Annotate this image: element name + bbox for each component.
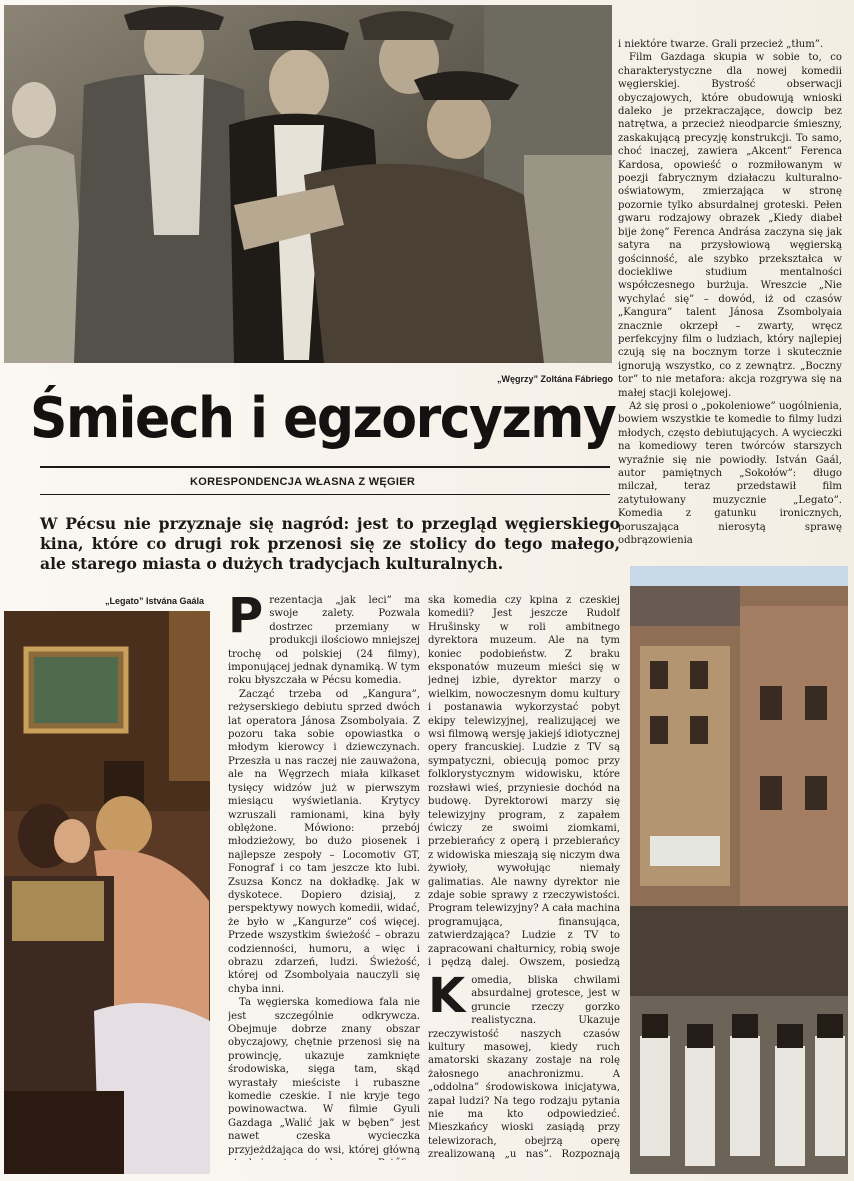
headline: Śmiech i egzorcyzmy [30,386,616,451]
dropcap-k: K [428,974,466,1024]
paragraph: i niektóre twarze. Grali przecież „tłum”. [618,39,824,50]
photo-legato [4,611,210,1174]
paragraph [428,974,620,1160]
rule-top [40,466,610,468]
paragraph [228,594,420,688]
caption-left-photo: „Legato” Istvána Gaála [105,596,205,606]
paragraph-text: omedia, bliska chwilami absurdalnej grotesce, jest w gruncie rzeczy gorzko realistyczna. Ukazuje rzeczywistość naszych czasów kultury masowej, kiedy ruch amatorski skazany zostaje na rolę żałosnego anachronizmu. A „oddolna” środowiskowa inicjatywa, zapał ludzi? Na tego rodzaju pytania nie ma kto odpowiedzieć. Mieszkańcy wioski zasiądą przy telewizorach, obejrzą operę zrealizowaną „u nas”. Rozpoznają [428,975,620,1160]
kicker: KORESPONDENCJA WŁASNA Z WĘGIER [190,476,416,488]
rule-bottom [40,494,610,495]
paragraph: Zacząć trzeba od „Kangura”, reżyserskiego debiutu sprzed dwóch lat operatora Jánosa Zsombolyaia. Z pozoru taka sobie opowiastka o młodym kierowcy i dziewczynach. Przeszła u nas raczej nie zauważona, ale na Węgrzech miała kilkaset tysięcy widzów już w pierwszym miesiącu wyświetlania. Krytycy wzruszali ramionami, kina były oblężone. Mówiono: przebój młodzieżowy, bo dużo piosenek i najlepsze zespoły – Locomotiv GT, Fonograf i co tam jeszcze kto lubi. Zsuzsa Koncz na dokładkę. Jak w dyskotece. Dopiero dzisiaj, z perspektywy nowych komedii, widać, że było w „Kangurze” coś więcej. Przede wszystkim świeżość – obrazu codzienności, humoru, a więc i obrazu zdarzeń, ludzi. Świeżość, której od Zsombolyaia nauczyli się chyba inni. [228,688,420,995]
caption-top-photo: „Węgrzy” Zoltána Fábriego [497,374,614,384]
lead-paragraph: W Pécsu nie przyznaje się nagród: jest to przegląd węgierskiego kina, które co drugi rok przenosi się ze stolicy do tego małego, ale starego miasta o dużych tradycjach kulturalnych. [40,514,620,573]
paragraph: Film Gazdaga skupia w sobie to, co charakterystyczne dla nowej komedii węgierskiej. Bystrość obserwacji obyczajowych, które obudowują wnioski daleko je przekraczające, dowcip bez natrętwa, a przecież nieodparcie śmieszny, zaskakującą precyzję konstrukcji. To samo, choć inaczej, zawiera „Akcent” Ferenca Kardosa, opowieść o rozmiłowanym w poezji fabrycznym działaczu kulturalno-oświatowym, zmierzająca w stronę pozornie tylko absurdalnej groteski. Pełen gwaru rodzajowy obrazek „Kiedy diabeł bije żonę” Ferenca Andrása zaczyna się jak satyra na przysłowiową węgierską gościnność, ale szybko przekształca w dociekliwe studium mentalności współczesnego burżuja. Wreszcie „Nie wychylać się” – dowód, iż od czasów „Kangura” talent Jánosa Zsombolyaia znacznie okrzepł – zwarty, wręcz perfekcyjny film o ludziach, który najlepiej czują się na bocznym torze i skutecznie ignorują wszystko, co z zewnątrz. „Boczny tor” to nie metafora: akcja rozgrywa się na małej stacji kolejowej. [618,52,842,399]
photo-eighty-hussars [630,566,848,1174]
paragraph: ska komedia czy kpina z czeskiej komedii? Jest jeszcze Rudolf Hrušinsky w roli ambitnego dyrektora muzeum. Ale na tym koniec podobieństw. Z braku eksponatów muzeum mieści się w jednej izbie, dyrektor marzy o wielkim, nowoczesnym domu kultury i postanawia wykorzystać pobyt ekipy telewizyjnej, realizującej we wsi filmową wersję jakiejś idiotycznej opery francuskiej. Ludzie z TV są sympatyczni, obiecują pomoc przy folklorystycznym widowisku, które rozsławi wieś, przyniesie dochód na budowę. Dyrektorowi marzy się telewizyjny program, z zapałem ćwiczy ze swoimi ziomkami, przebierańcy z operą i przebierańcy z widowiska mieszają się niczym dwa żywioły, wywołując niemały galimatias. Ale nawny dyrektor nie zdaje sobie sprawy z rzeczywistości. Program telewizyjny? A cała machina programująca, finansująca, zatwierdzająca? Ludzie z TV to zapracowani chałturnicy, robią swoje i pędzą dalej. Owszem, posiedzą [428,595,620,968]
paragraph: Aż się prosi o „pokoleniowe” uogólnienia, bowiem wszystkie te komedie to filmy ludzi młodych, często debiutujących. A wycieczki na komediowy teren twórców starszych wyraźnie się nie powiodły. István Gaál, autor pamiętnych „Sokołów”: długo milczał, teraz przedstawił film zatytułowany muzycznie „Legato”. Komedia z gatunku ironicznych, poruszająca nierosytą sprawę odbrązowienia [618,400,842,547]
paragraph: Ta węgierska komediowa fala nie jest szczególnie odkrywcza. Obejmuje dobrze znany obszar obyczajowy, chętnie przenosi się na prowincję, ukazuje zamknięte środowiska, sięga tam, skąd wyrastały mieściste i rubaszne komedie czeskie. I nie kryje tego powinowactwa. W filmie Gyuli Gazdaga „Walić jak w bęben” jest nawet czeska wycieczka przyjeżdżająca do wsi, której główną [228,997,420,1156]
photo-hungarians [4,5,612,363]
dropcap-p: P [228,594,264,644]
column-right-middle-b [428,974,620,1160]
column-middle [228,594,420,1160]
column-right-middle [428,594,620,969]
paragraph-text: rezentacja „jak leci” ma swoje zalety. Pozwala dostrzec przemiany w produkcji ilościowo mniejszej trochę od polskiej (24 filmy), imponującej jednak dynamiką. W tym roku błyszczała w Pécsu komedia. [228,595,420,687]
column-right-top [618,38,842,566]
